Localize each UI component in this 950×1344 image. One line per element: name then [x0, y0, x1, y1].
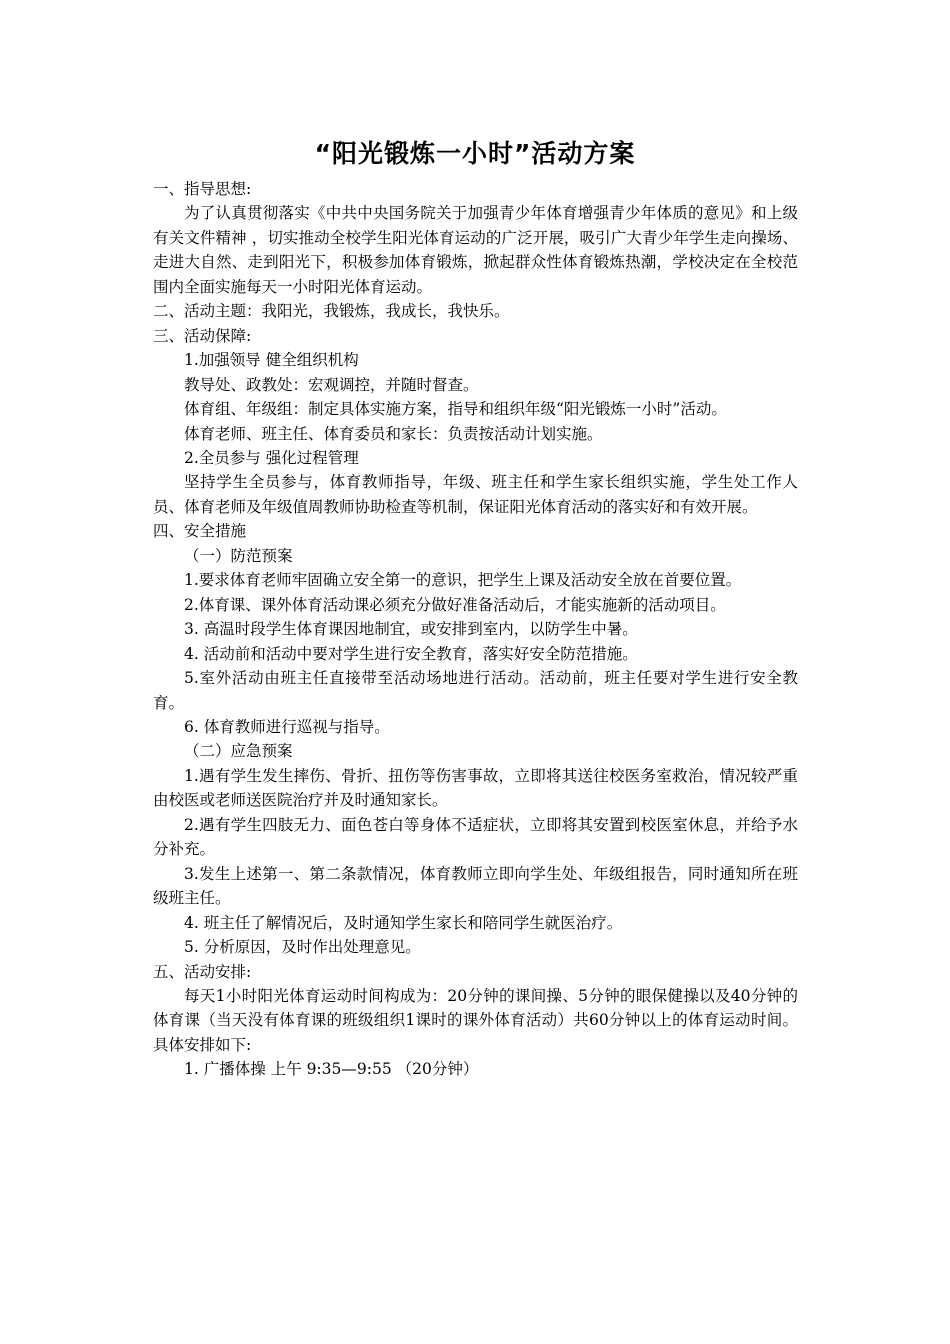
- paragraph: 坚持学生全员参与，体育教师指导，年级、班主任和学生家长组织实施，学生处工作人员、体育老师及年级值周教师协助检查等机制，保证阳光体育活动的落实好和有效开展。: [153, 473, 798, 516]
- paragraph: 五、活动安排:: [153, 962, 252, 981]
- paragraph: 每天1小时阳光体育运动时间构成为：20分钟的课间操、5分钟的眼保健操以及40分钟的体育课（当天没有体育课的班级组织1课时的课外体育活动）共60分钟以上的体育运动时间。具体安排如下:: [153, 986, 798, 1054]
- paragraph: 四、安全措施: [153, 522, 247, 541]
- paragraph: 教导处、政教处：宏观调控，并随时督查。: [184, 375, 479, 394]
- paragraph: 为了认真贯彻落实《中共中央国务院关于加强青少年体育增强青少年体质的意见》和上级有关文件精神 ，切实推动全校学生阳光体育运动的广泛开展，吸引广大青少年学生走向操场、走进大自然、走到阳光下，积极参加体育锻炼，掀起群众性体育锻炼热潮，学校决定在全校范围内全面实施每天一小时阳光体育运动。: [153, 204, 798, 296]
- paragraph: 1.要求体育老师牢固确立安全第一的意识，把学生上课及活动安全放在首要位置。: [184, 571, 742, 590]
- paragraph: 体育组、年级组：制定具体实施方案，指导和组织年级“阳光锻炼一小时”活动。: [184, 400, 727, 419]
- paragraph: 1.遇有学生发生摔伤、骨折、扭伤等伤害事故，立即将其送往校医务室救治，情况较严重由校医或老师送医院治疗并及时通知家长。: [153, 766, 798, 810]
- paragraph: 2.全员参与 强化过程管理: [184, 448, 359, 467]
- paragraph: 2.遇有学生四肢无力、面色苍白等身体不适症状，立即将其安置到校医室休息，并给予水分补充。: [153, 815, 798, 859]
- paragraph: 三、活动保障:: [153, 326, 252, 345]
- paragraph: 6. 体育教师进行巡视与指导。: [184, 717, 390, 736]
- paragraph: 4. 活动前和活动中要对学生进行安全教育，落实好安全防范措施。: [184, 644, 638, 663]
- paragraph: 5. 分析原因，及时作出处理意见。: [184, 938, 421, 957]
- document-body: [153, 177, 798, 1082]
- paragraph: 一、指导思想:: [153, 180, 252, 198]
- paragraph: 体育老师、班主任、体育委员和家长：负责按活动计划实施。: [184, 424, 603, 443]
- paragraph: 1.加强领导 健全组织机构: [184, 351, 359, 370]
- paragraph: 2.体育课、课外体育活动课必须充分做好准备活动后，才能实施新的活动项目。: [184, 595, 726, 614]
- paragraph: 1. 广播体操 上午 9:35—9:55 （20分钟）: [184, 1060, 479, 1079]
- paragraph: （二）应急预案: [184, 742, 293, 761]
- paragraph: 二、活动主题：我阳光，我锻炼，我成长，我快乐。: [153, 302, 510, 321]
- paragraph: 4. 班主任了解情况后，及时通知学生家长和陪同学生就医治疗。: [184, 913, 623, 932]
- paragraph: 5.室外活动由班主任直接带至活动场地进行活动。活动前，班主任要对学生进行安全教育。: [153, 669, 798, 712]
- paragraph: 3.发生上述第一、第二条款情况，体育教师立即向学生处、年级组报告，同时通知所在班级班主任。: [153, 864, 798, 908]
- paragraph: 3. 高温时段学生体育课因地制宜，或安排到室内，以防学生中暑。: [184, 620, 638, 639]
- document-title: “阳光锻炼一小时”活动方案: [314, 139, 636, 168]
- paragraph: （一）防范预案: [184, 546, 293, 565]
